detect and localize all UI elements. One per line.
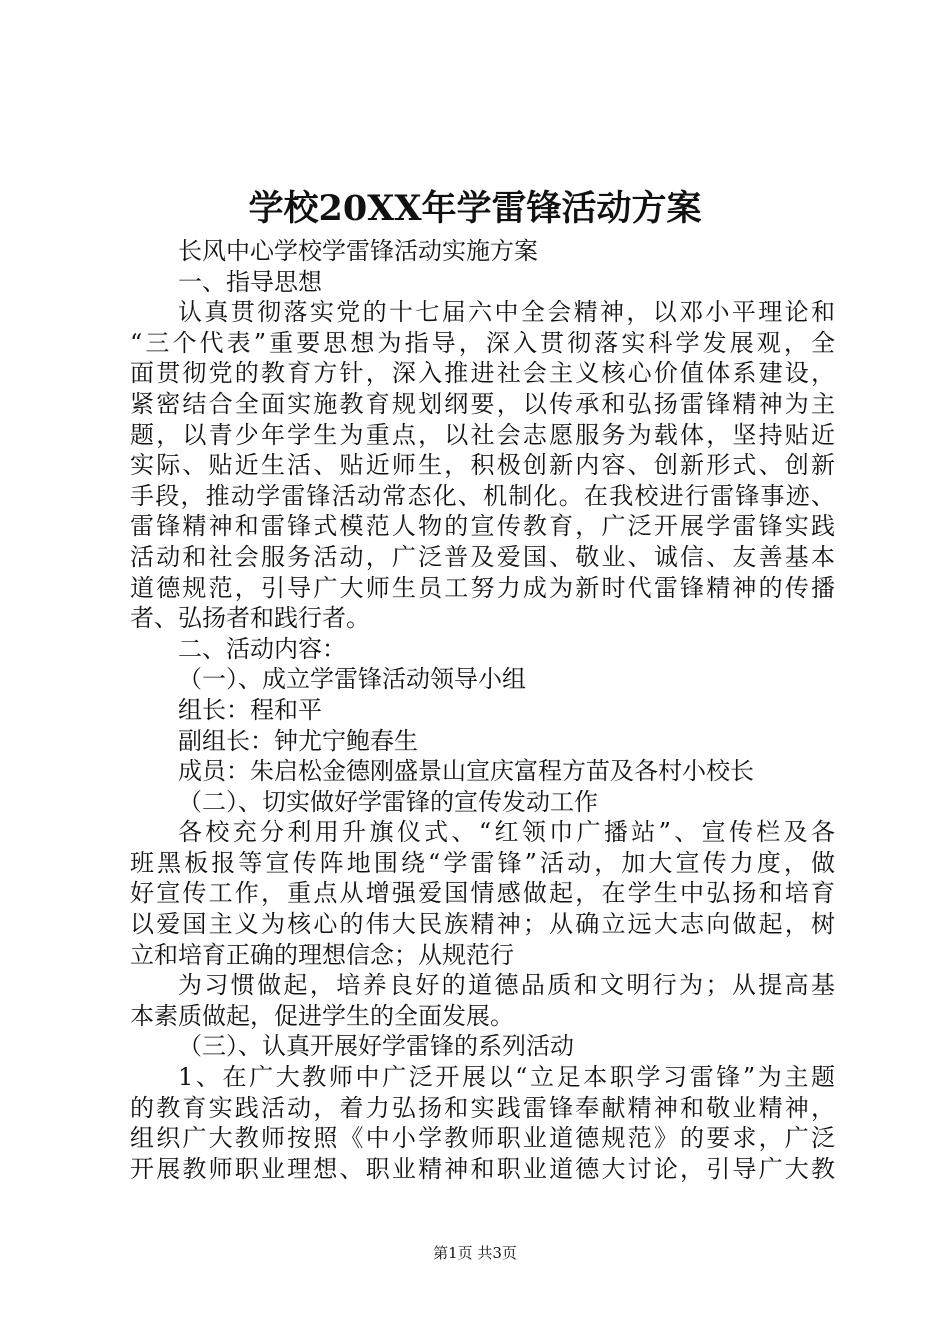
body-line: 一、指导思想 [178, 267, 322, 296]
body-line: 本素质做起，促进学生的全面发展。 [130, 1001, 514, 1030]
body-line: 组织广大教师按照《中小学教师职业道德规范》的要求，广泛 [130, 1124, 835, 1153]
document-body [130, 236, 835, 1184]
body-line: 道德规范，引导广大师生员工努力成为新时代雷锋精神的传播 [130, 573, 835, 602]
body-line: （二）、切实做好学雷锋的宣传发动工作 [178, 787, 598, 816]
body-line: 活动和社会服务活动，广泛普及爱国、敬业、诚信、友善基本 [130, 542, 835, 571]
body-line: 班黑板报等宣传阵地围绕“学雷锋”活动，加大宣传力度，做 [130, 848, 835, 877]
body-line: 二、活动内容： [178, 634, 346, 663]
body-line: 为习惯做起，培养良好的道德品质和文明行为；从提高基 [178, 971, 835, 1000]
body-line: 认真贯彻落实党的十七届六中全会精神，以邓小平理论和 [178, 298, 835, 327]
body-line: “三个代表”重要思想为指导，深入贯彻落实科学发展观，全 [130, 328, 835, 357]
body-line: 实际、贴近生活、贴近师生，积极创新内容、创新形式、创新 [130, 451, 835, 480]
body-line: 1、在广大教师中广泛开展以“立足本职学习雷锋”为主题 [178, 1063, 835, 1092]
body-line: 好宣传工作，重点从增强爱国情感做起，在学生中弘扬和培育 [130, 879, 835, 908]
body-line: 立和培育正确的理想信念；从规范行 [130, 940, 514, 969]
body-line: 者、弘扬者和践行者。 [130, 604, 370, 633]
body-line: 各校充分利用升旗仪式、“红领巾广播站”、宣传栏及各 [178, 818, 835, 847]
body-line: 紧密结合全面实施教育规划纲要，以传承和弘扬雷锋精神为主 [130, 389, 835, 418]
body-line: （一）、成立学雷锋活动领导小组 [178, 665, 526, 694]
page-footer: 第1页 共3页 [433, 1244, 517, 1262]
body-line: 的教育实践活动，着力弘扬和实践雷锋奉献精神和敬业精神， [130, 1093, 835, 1122]
body-line: 手段，推动学雷锋活动常态化、机制化。在我校进行雷锋事迹、 [130, 481, 835, 510]
body-line: 组长：程和平 [178, 695, 322, 724]
document-title: 学校20XX年学雷锋活动方案 [248, 188, 702, 229]
body-line: 面贯彻党的教育方针，深入推进社会主义核心价值体系建设， [130, 359, 835, 388]
body-line: 题，以青少年学生为重点，以社会志愿服务为载体，坚持贴近 [130, 420, 835, 449]
body-line: 长风中心学校学雷锋活动实施方案 [178, 237, 538, 265]
body-line: 成员：朱启松金德刚盛景山宣庆富程方苗及各村小校长 [178, 757, 754, 786]
body-line: 副组长：钟尤宁鲍春生 [178, 726, 418, 755]
body-line: 雷锋精神和雷锋式模范人物的宣传教育，广泛开展学雷锋实践 [130, 512, 835, 541]
body-line: （三）、认真开展好学雷锋的系列活动 [178, 1032, 574, 1061]
body-line: 以爱国主义为核心的伟大民族精神；从确立远大志向做起，树 [130, 910, 835, 939]
body-line: 开展教师职业理想、职业精神和职业道德大讨论，引导广大教 [130, 1154, 835, 1183]
